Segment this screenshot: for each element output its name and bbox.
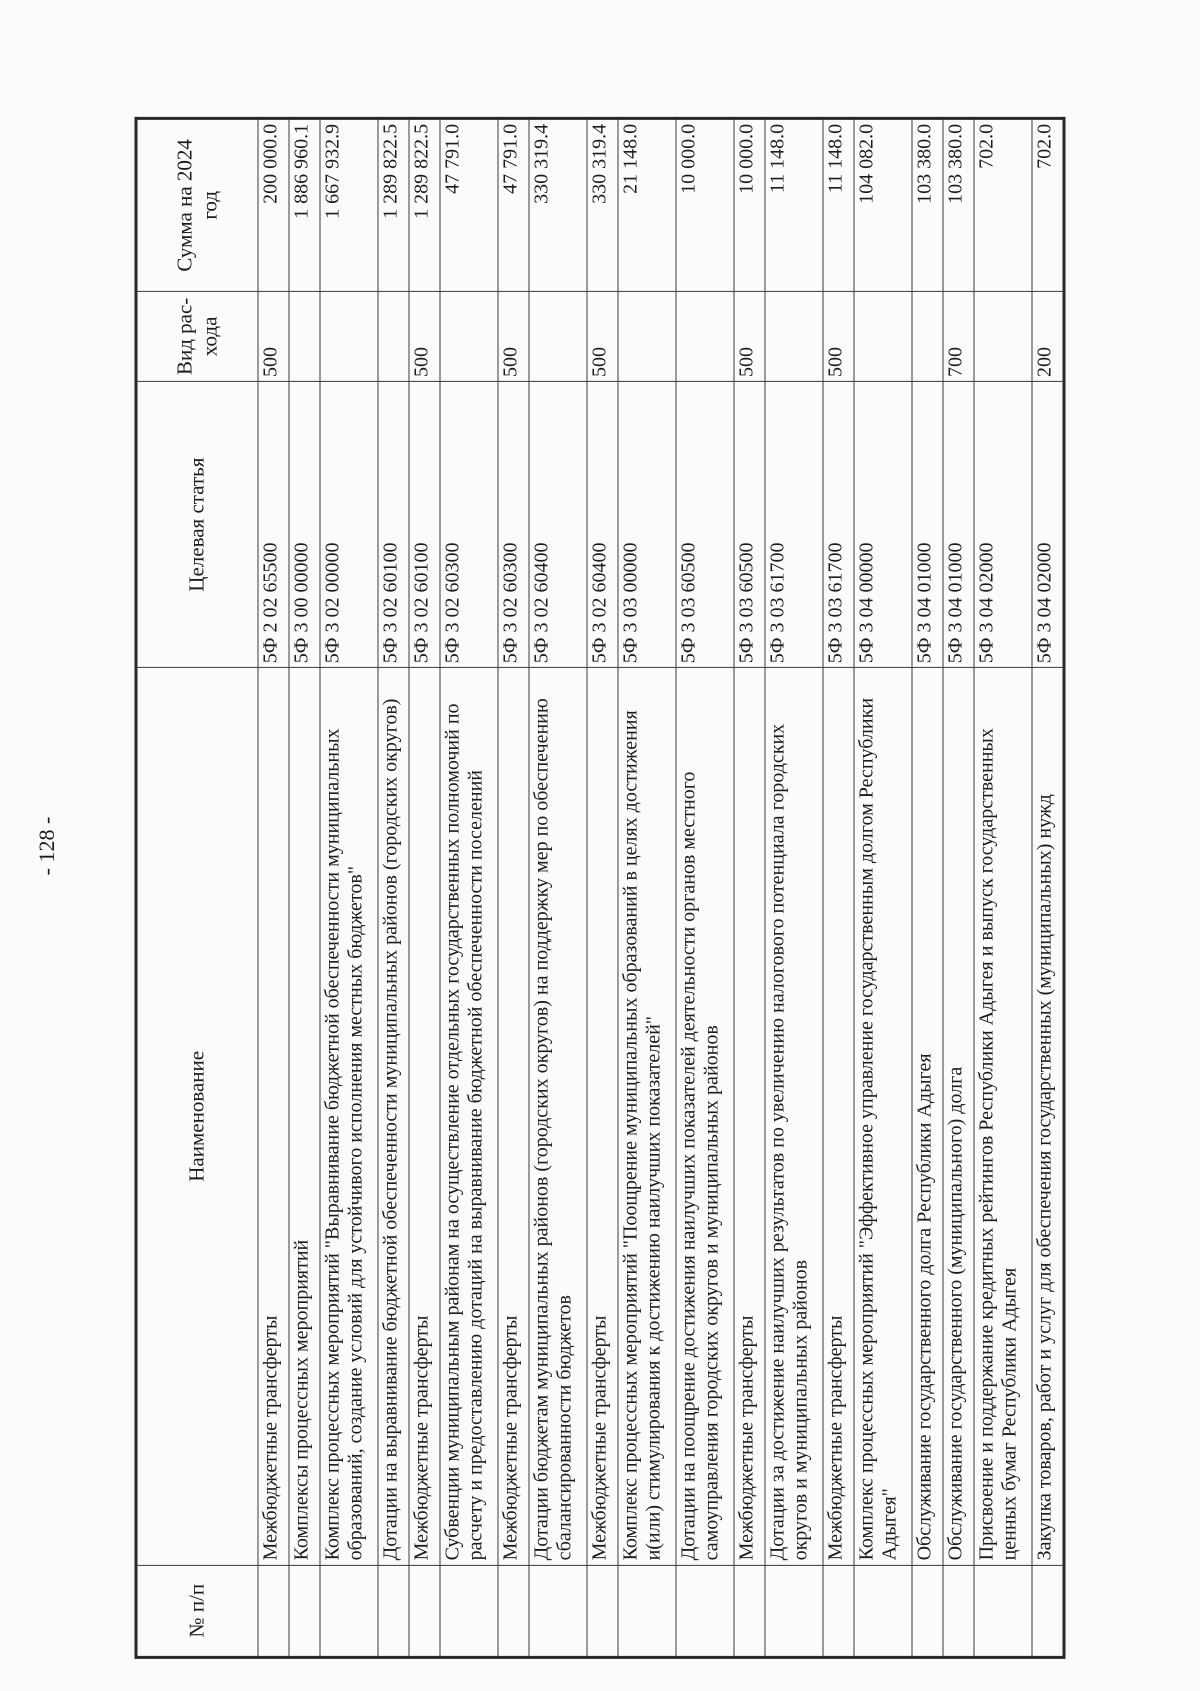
row-num bbox=[529, 1564, 587, 1656]
row-sum: 330 319.4 bbox=[587, 118, 618, 291]
row-sum: 1 289 822.5 bbox=[378, 118, 409, 291]
row-num bbox=[587, 1564, 618, 1656]
row-expense-type bbox=[912, 291, 943, 381]
row-expense-type bbox=[440, 291, 498, 381]
row-target-article: 5Ф 3 02 60100 bbox=[409, 381, 440, 667]
table-row bbox=[409, 118, 440, 1657]
table-row bbox=[912, 118, 943, 1657]
row-name: Дотации на поощрение достижения наилучших показателей деятельности органов местного самоуправления городских округов и муниципальных районов bbox=[676, 667, 734, 1564]
row-name: Дотации бюджетам муниципальных районов (городских округов) на поддержку мер по обеспечению сбалансированности бюджетов bbox=[529, 667, 587, 1564]
row-name: Обслуживание государственного (муниципального) долга bbox=[943, 667, 974, 1564]
table-row bbox=[440, 118, 498, 1657]
row-sum: 47 791.0 bbox=[440, 118, 498, 291]
page-number: - 128 - bbox=[34, 816, 59, 875]
row-expense-type: 200 bbox=[1032, 291, 1064, 381]
row-expense-type bbox=[378, 291, 409, 381]
row-sum: 11 148.0 bbox=[823, 118, 854, 291]
row-name: Межбюджетные трансферты bbox=[258, 667, 289, 1564]
row-target-article: 5Ф 3 04 02000 bbox=[974, 381, 1032, 667]
header-name: Наименование bbox=[136, 667, 258, 1564]
row-num bbox=[498, 1564, 529, 1656]
table-row bbox=[320, 118, 378, 1657]
row-name: Комплекс процессных мероприятий "Поощрение муниципальных образований в целях достижения и(или) стимулирования к достижению наилучших показателей" bbox=[618, 667, 676, 1564]
header-row bbox=[136, 118, 258, 1657]
row-target-article: 5Ф 3 04 01000 bbox=[912, 381, 943, 667]
row-name: Межбюджетные трансферты bbox=[498, 667, 529, 1564]
row-num bbox=[676, 1564, 734, 1656]
header-num: № п/п bbox=[136, 1564, 258, 1656]
row-name: Комплексы процессных мероприятий bbox=[289, 667, 320, 1564]
header-type: Вид рас-хода bbox=[136, 291, 258, 381]
table-row bbox=[1032, 118, 1064, 1657]
row-num bbox=[409, 1564, 440, 1656]
row-sum: 104 082.0 bbox=[854, 118, 912, 291]
row-expense-type: 700 bbox=[943, 291, 974, 381]
table-row bbox=[676, 118, 734, 1657]
row-num bbox=[618, 1564, 676, 1656]
row-num bbox=[854, 1564, 912, 1656]
row-target-article: 5Ф 3 00 00000 bbox=[289, 381, 320, 667]
row-target-article: 5Ф 3 04 02000 bbox=[1032, 381, 1064, 667]
rotated-page bbox=[135, 116, 1066, 1658]
row-name: Субвенции муниципальным районам на осуществление отдельных государственных полномочий по расчету и предоставлению дотаций на выравнивание бюджетной обеспеченности поселений bbox=[440, 667, 498, 1564]
row-target-article: 5Ф 3 03 60500 bbox=[676, 381, 734, 667]
row-target-article: 5Ф 3 02 00000 bbox=[320, 381, 378, 667]
row-num bbox=[823, 1564, 854, 1656]
row-expense-type: 500 bbox=[498, 291, 529, 381]
row-target-article: 5Ф 3 02 60300 bbox=[498, 381, 529, 667]
row-sum: 103 380.0 bbox=[943, 118, 974, 291]
table-row bbox=[823, 118, 854, 1657]
row-name: Присвоение и поддержание кредитных рейтингов Республики Адыгея и выпуск государственных ценных бумаг Республики Адыгея bbox=[974, 667, 1032, 1564]
table-row bbox=[734, 118, 765, 1657]
row-num bbox=[1032, 1564, 1064, 1656]
row-name: Дотации за достижение наилучших результатов по увеличению налогового потенциала городских округов и муниципальных районов bbox=[765, 667, 823, 1564]
row-num bbox=[320, 1564, 378, 1656]
row-num bbox=[765, 1564, 823, 1656]
header-sum: Сумма на 2024 год bbox=[136, 118, 258, 291]
row-num bbox=[912, 1564, 943, 1656]
row-target-article: 5Ф 3 04 00000 bbox=[854, 381, 912, 667]
row-expense-type bbox=[529, 291, 587, 381]
row-sum: 1 289 822.5 bbox=[409, 118, 440, 291]
row-sum: 200 000.0 bbox=[258, 118, 289, 291]
row-sum: 1 667 932.9 bbox=[320, 118, 378, 291]
row-num bbox=[440, 1564, 498, 1656]
table-row bbox=[854, 118, 912, 1657]
row-expense-type bbox=[974, 291, 1032, 381]
table-body bbox=[258, 118, 1064, 1657]
row-expense-type: 500 bbox=[258, 291, 289, 381]
row-sum: 702.0 bbox=[1032, 118, 1064, 291]
table-row bbox=[289, 118, 320, 1657]
row-expense-type: 500 bbox=[734, 291, 765, 381]
row-name: Закупка товаров, работ и услуг для обеспечения государственных (муниципальных) нужд bbox=[1032, 667, 1064, 1564]
row-sum: 330 319.4 bbox=[529, 118, 587, 291]
budget-table bbox=[135, 116, 1066, 1658]
table-row bbox=[258, 118, 289, 1657]
table-row bbox=[943, 118, 974, 1657]
table-row bbox=[587, 118, 618, 1657]
row-expense-type: 500 bbox=[823, 291, 854, 381]
table-row bbox=[529, 118, 587, 1657]
row-name: Комплекс процессных мероприятий "Выравнивание бюджетной обеспеченности муниципальных образований, создание условий для устойчивого исполнения местных бюджетов" bbox=[320, 667, 378, 1564]
row-sum: 11 148.0 bbox=[765, 118, 823, 291]
table-row bbox=[498, 118, 529, 1657]
row-expense-type bbox=[765, 291, 823, 381]
row-num bbox=[258, 1564, 289, 1656]
row-name: Обслуживание государственного долга Республики Адыгея bbox=[912, 667, 943, 1564]
table-row bbox=[618, 118, 676, 1657]
row-target-article: 5Ф 3 04 01000 bbox=[943, 381, 974, 667]
row-sum: 10 000.0 bbox=[676, 118, 734, 291]
table-row bbox=[974, 118, 1032, 1657]
row-name: Межбюджетные трансферты bbox=[587, 667, 618, 1564]
row-num bbox=[734, 1564, 765, 1656]
row-target-article: 5Ф 3 02 60400 bbox=[529, 381, 587, 667]
row-expense-type bbox=[320, 291, 378, 381]
row-target-article: 5Ф 3 02 60100 bbox=[378, 381, 409, 667]
row-expense-type bbox=[618, 291, 676, 381]
header-target: Целевая статья bbox=[136, 381, 258, 667]
row-num bbox=[378, 1564, 409, 1656]
row-name: Межбюджетные трансферты bbox=[409, 667, 440, 1564]
row-name: Дотации на выравнивание бюджетной обеспеченности муниципальных районов (городских округов) bbox=[378, 667, 409, 1564]
row-sum: 21 148.0 bbox=[618, 118, 676, 291]
row-sum: 702.0 bbox=[974, 118, 1032, 291]
row-target-article: 5Ф 3 03 00000 bbox=[618, 381, 676, 667]
row-target-article: 5Ф 3 03 61700 bbox=[765, 381, 823, 667]
row-sum: 103 380.0 bbox=[912, 118, 943, 291]
row-num bbox=[974, 1564, 1032, 1656]
row-num bbox=[943, 1564, 974, 1656]
row-name: Межбюджетные трансферты bbox=[823, 667, 854, 1564]
row-expense-type bbox=[854, 291, 912, 381]
row-name: Комплекс процессных мероприятий "Эффективное управление государственным долгом Республики Адыгея" bbox=[854, 667, 912, 1564]
row-expense-type: 500 bbox=[587, 291, 618, 381]
row-num bbox=[289, 1564, 320, 1656]
row-expense-type: 500 bbox=[409, 291, 440, 381]
row-name: Межбюджетные трансферты bbox=[734, 667, 765, 1564]
row-target-article: 5Ф 2 02 65500 bbox=[258, 381, 289, 667]
row-expense-type bbox=[676, 291, 734, 381]
row-expense-type bbox=[289, 291, 320, 381]
row-sum: 10 000.0 bbox=[734, 118, 765, 291]
row-target-article: 5Ф 3 02 60400 bbox=[587, 381, 618, 667]
table-row bbox=[378, 118, 409, 1657]
row-target-article: 5Ф 3 03 61700 bbox=[823, 381, 854, 667]
table-row bbox=[765, 118, 823, 1657]
row-sum: 1 886 960.1 bbox=[289, 118, 320, 291]
row-target-article: 5Ф 3 02 60300 bbox=[440, 381, 498, 667]
row-sum: 47 791.0 bbox=[498, 118, 529, 291]
row-target-article: 5Ф 3 03 60500 bbox=[734, 381, 765, 667]
